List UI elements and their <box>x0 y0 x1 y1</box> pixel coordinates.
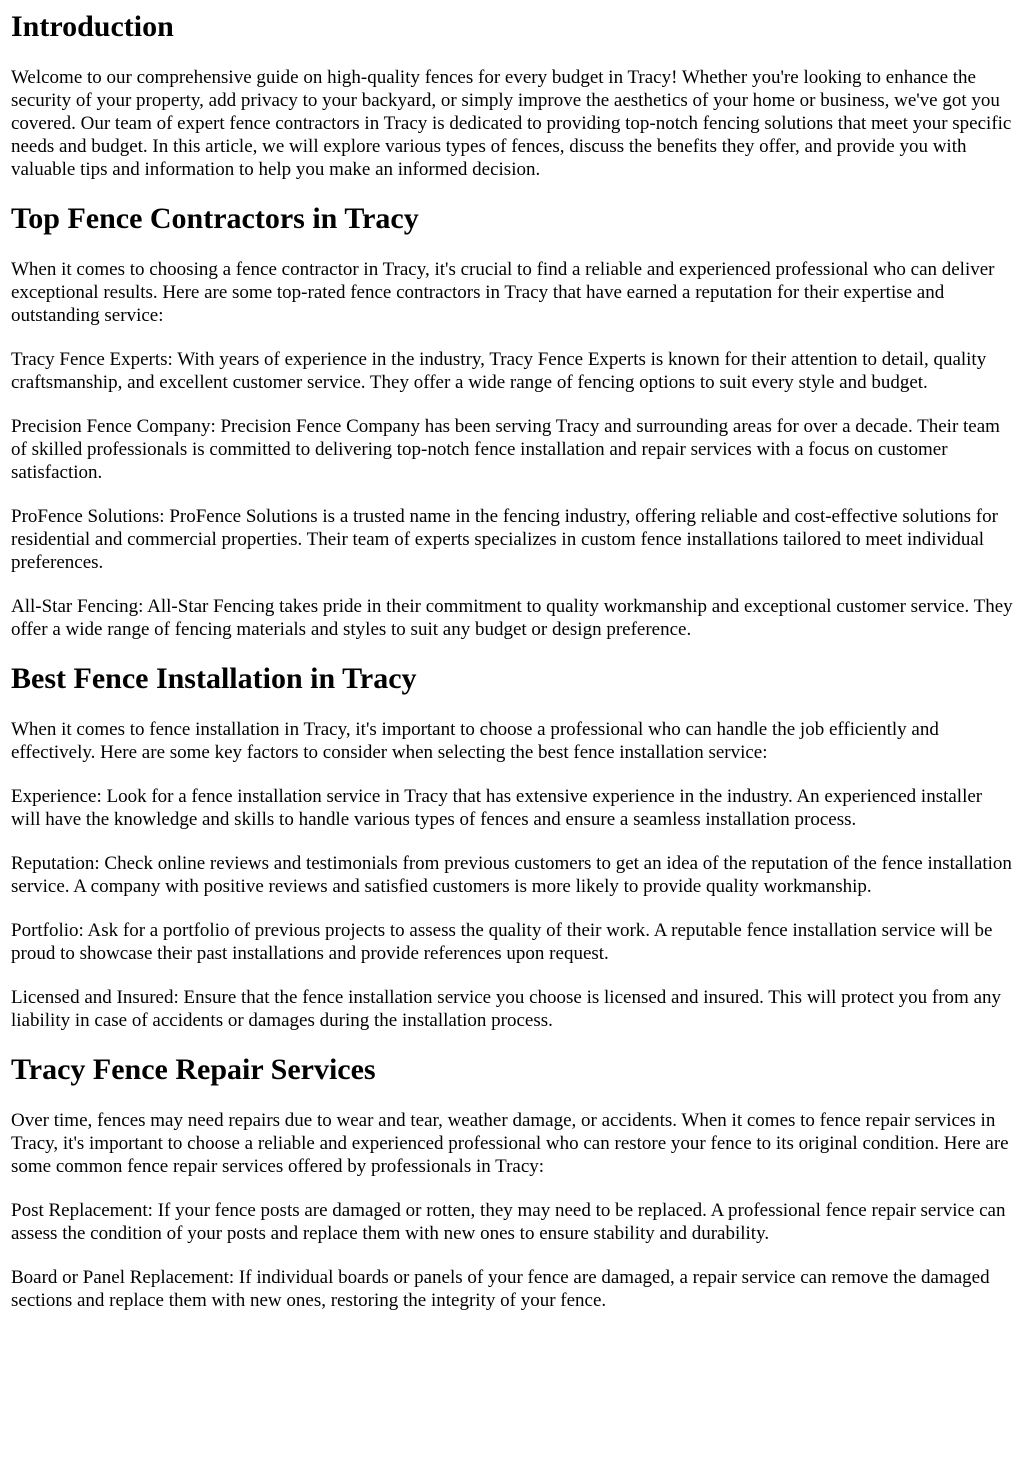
paragraph: Experience: Look for a fence installation service in Tracy that has extensive experience in the industry. An experienced installer will have the knowledge and skills to handle various types of fences and ensure a seamless installation process. <box>11 786 983 830</box>
paragraph: All-Star Fencing: All-Star Fencing takes pride in their commitment to quality workmanship and exceptional customer service. They offer a wide range of fencing materials and styles to suit any budget or design preference. <box>11 596 1013 640</box>
paragraph: When it comes to choosing a fence contractor in Tracy, it's crucial to find a reliable and experienced professional who can deliver exceptional results. Here are some top-rated fence contractors in Tracy that have earned a reputation for their expertise and outstanding service: <box>11 259 995 326</box>
paragraph: ProFence Solutions: ProFence Solutions is a trusted name in the fencing industry, offering reliable and cost-effective solutions for residential and commercial properties. Their team of experts specializes in custom fence installations tailored to meet individual preferences. <box>11 506 998 573</box>
article <box>0 10 1024 1312</box>
paragraph: Reputation: Check online reviews and testimonials from previous customers to get an idea of the reputation of the fence installation service. A company with positive reviews and satisfied customers is more likely to provide quality workmanship. <box>11 853 1012 897</box>
section-heading: Top Fence Contractors in Tracy <box>11 202 419 235</box>
section-top-fence-contractors <box>11 202 1016 641</box>
section-introduction <box>11 10 1016 181</box>
paragraph: Portfolio: Ask for a portfolio of previous projects to assess the quality of their work. A reputable fence installation service will be proud to showcase their past installations and provide references upon request. <box>11 920 993 964</box>
section-heading: Introduction <box>11 10 174 43</box>
paragraph: Licensed and Insured: Ensure that the fence installation service you choose is licensed and insured. This will protect you from any liability in case of accidents or damages during the installation process. <box>11 987 1002 1031</box>
paragraph: When it comes to fence installation in Tracy, it's important to choose a professional who can handle the job efficiently and effectively. Here are some key factors to consider when selecting the best fence installation service: <box>11 719 939 763</box>
paragraph: Tracy Fence Experts: With years of experience in the industry, Tracy Fence Experts is known for their attention to detail, quality craftsmanship, and excellent customer service. They offer a wide range of fencing options to suit every style and budget. <box>11 349 987 393</box>
section-best-fence-installation <box>11 662 1016 1032</box>
paragraph: Welcome to our comprehensive guide on high-quality fences for every budget in Tracy! Whether you're looking to enhance the security of your property, add privacy to your backyard, or simply improve the aesthetics of your home or business, we've got you covered. Our team of expert fence contractors in Tracy is dedicated to providing top-notch fencing solutions that meet your specific needs and budget. In this article, we will explore various types of fences, discuss the benefits they offer, and provide you with valuable tips and information to help you make an informed decision. <box>11 67 1012 180</box>
paragraph: Over time, fences may need repairs due to wear and tear, weather damage, or accidents. When it comes to fence repair services in Tracy, it's important to choose a reliable and experienced professional who can restore your fence to its original condition. Here are some common fence repair services offered by professionals in Tracy: <box>11 1110 1009 1177</box>
paragraph: Post Replacement: If your fence posts are damaged or rotten, they may need to be replaced. A professional fence repair service can assess the condition of your posts and replace them with new ones to ensure stability and durability. <box>11 1200 1006 1244</box>
section-heading: Best Fence Installation in Tracy <box>11 662 417 695</box>
paragraph: Board or Panel Replacement: If individual boards or panels of your fence are damaged, a repair service can remove the damaged sections and replace them with new ones, restoring the integrity of your fence. <box>11 1267 990 1311</box>
paragraph: Precision Fence Company: Precision Fence Company has been serving Tracy and surrounding areas for over a decade. Their team of skilled professionals is committed to delivering top-notch fence installation and repair services with a focus on customer satisfaction. <box>11 416 1000 483</box>
section-heading: Tracy Fence Repair Services <box>11 1053 376 1086</box>
section-fence-repair-services <box>11 1053 1016 1312</box>
